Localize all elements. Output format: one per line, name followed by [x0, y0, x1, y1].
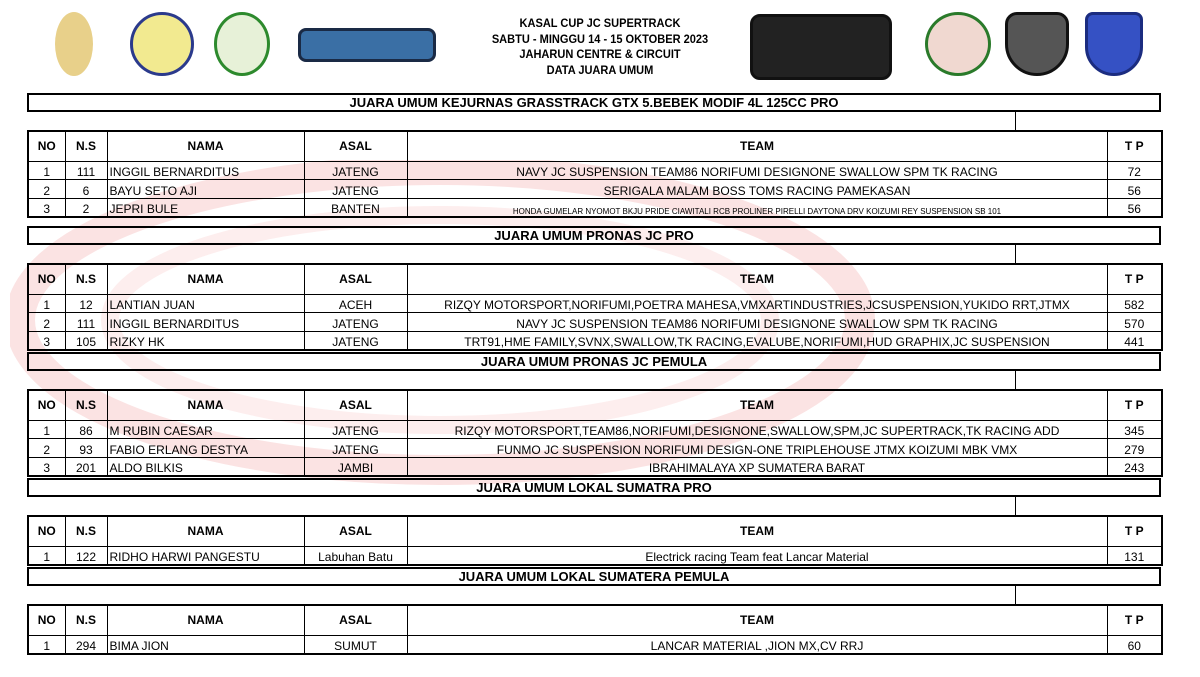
divider [1015, 371, 1016, 390]
cell-no: 3 [28, 198, 65, 217]
cell-nama: FABIO ERLANG DESTYA [107, 439, 304, 458]
column-header-no: NO [28, 264, 65, 294]
table-header [28, 390, 1162, 420]
cell-no: 3 [28, 331, 65, 350]
column-header-tp: T P [1107, 516, 1162, 546]
column-header-ns: N.S [65, 390, 107, 420]
cell-nama: JEPRI BULE [107, 198, 304, 217]
divider [1015, 586, 1016, 605]
cell-nama: LANTIAN JUAN [107, 294, 304, 313]
cell-tp: 56 [1107, 180, 1162, 199]
results-table [27, 604, 1163, 655]
column-header-tp: T P [1107, 605, 1162, 635]
cell-team: IBRAHIMALAYA XP SUMATERA BARAT [407, 457, 1107, 476]
column-header-nama: NAMA [107, 605, 304, 635]
cell-asal: BANTEN [304, 198, 407, 217]
column-header-team: TEAM [407, 390, 1107, 420]
table-row [28, 313, 1162, 332]
column-header-nama: NAMA [107, 516, 304, 546]
section-title: JUARA UMUM LOKAL SUMATERA PEMULA [27, 567, 1161, 586]
table-row [28, 161, 1162, 180]
column-header-asal: ASAL [304, 131, 407, 161]
column-header-ns: N.S [65, 264, 107, 294]
cell-asal: ACEH [304, 294, 407, 313]
regional-emblem-logo [214, 12, 270, 76]
imi-logo [1005, 12, 1069, 76]
table-row [28, 546, 1162, 565]
cell-nama: INGGIL BERNARDITUS [107, 313, 304, 332]
column-header-ns: N.S [65, 516, 107, 546]
section-title: JUARA UMUM PRONAS JC PRO [27, 226, 1161, 245]
cell-no: 1 [28, 546, 65, 565]
column-header-no: NO [28, 390, 65, 420]
cell-asal: JATENG [304, 161, 407, 180]
column-header-tp: T P [1107, 264, 1162, 294]
section-title: JUARA UMUM KEJURNAS GRASSTRACK GTX 5.BEBEK MODIF 4L 125CC PRO [27, 93, 1161, 112]
cell-team: TRT91,HME FAMILY,SVNX,SWALLOW,TK RACING,EVALUBE,NORIFUMI,HUD GRAPHIX,JC SUSPENSION [407, 331, 1107, 350]
cell-ns: 2 [65, 198, 107, 217]
cell-team: FUNMO JC SUSPENSION NORIFUMI DESIGN-ONE TRIPLEHOUSE JTMX KOIZUMI MBK VMX [407, 439, 1107, 458]
cell-no: 1 [28, 635, 65, 654]
cell-tp: 131 [1107, 546, 1162, 565]
cell-ns: 6 [65, 180, 107, 199]
column-header-asal: ASAL [304, 390, 407, 420]
cell-tp: 56 [1107, 198, 1162, 217]
cell-tp: 243 [1107, 457, 1162, 476]
header [0, 0, 1200, 90]
results-table [27, 515, 1163, 566]
cell-no: 2 [28, 439, 65, 458]
cell-nama: INGGIL BERNARDITUS [107, 161, 304, 180]
cell-asal: JATENG [304, 313, 407, 332]
cell-tp: 570 [1107, 313, 1162, 332]
cell-asal: JATENG [304, 180, 407, 199]
cell-team: HONDA GUMELAR NYOMOT BKJU PRIDE CIAWITALI RCB PROLINER PIRELLI DAYTONA DRV KOIZUMI REY SUSPENSION SB 101 [407, 198, 1107, 217]
cell-ns: 122 [65, 546, 107, 565]
table-header [28, 264, 1162, 294]
column-header-no: NO [28, 516, 65, 546]
cell-nama: RIZKY HK [107, 331, 304, 350]
cell-ns: 201 [65, 457, 107, 476]
cell-tp: 345 [1107, 420, 1162, 439]
cell-team: RIZQY MOTORSPORT,TEAM86,NORIFUMI,DESIGNONE,SWALLOW,SPM,JC SUPERTRACK,TK RACING ADD [407, 420, 1107, 439]
cell-no: 2 [28, 180, 65, 199]
cell-team: RIZQY MOTORSPORT,NORIFUMI,POETRA MAHESA,VMXARTINDUSTRIES,JCSUSPENSION,YUKIDO RRT,JTMX [407, 294, 1107, 313]
event-title: KASAL CUP JC SUPERTRACK [519, 16, 681, 30]
cell-asal: JATENG [304, 331, 407, 350]
imi-sumut-logo [1085, 12, 1143, 76]
cell-no: 2 [28, 313, 65, 332]
event-title-block [453, 16, 747, 78]
column-header-ns: N.S [65, 605, 107, 635]
cell-no: 1 [28, 294, 65, 313]
cell-nama: RIDHO HARWI PANGESTU [107, 546, 304, 565]
cell-no: 1 [28, 420, 65, 439]
supertrack-championship-logo [750, 14, 892, 80]
results-table [27, 263, 1163, 351]
column-header-asal: ASAL [304, 605, 407, 635]
navy-emblem-logo [55, 12, 93, 76]
table-row [28, 180, 1162, 199]
municipal-emblem-logo [925, 12, 991, 76]
cell-tp: 582 [1107, 294, 1162, 313]
cell-ns: 294 [65, 635, 107, 654]
cell-tp: 60 [1107, 635, 1162, 654]
column-header-asal: ASAL [304, 516, 407, 546]
cell-asal: JATENG [304, 420, 407, 439]
results-table [27, 389, 1163, 477]
cell-asal: Labuhan Batu [304, 546, 407, 565]
divider [1015, 497, 1016, 516]
table-header [28, 131, 1162, 161]
event-venue: JAHARUN CENTRE & CIRCUIT [519, 47, 681, 61]
table-header [28, 516, 1162, 546]
cell-ns: 86 [65, 420, 107, 439]
cell-ns: 111 [65, 161, 107, 180]
cell-team: Electrick racing Team feat Lancar Material [407, 546, 1107, 565]
table-row [28, 198, 1162, 217]
cell-asal: JATENG [304, 439, 407, 458]
column-header-nama: NAMA [107, 390, 304, 420]
cell-nama: BAYU SETO AJI [107, 180, 304, 199]
column-header-ns: N.S [65, 131, 107, 161]
table-row [28, 439, 1162, 458]
cell-team: NAVY JC SUSPENSION TEAM86 NORIFUMI DESIGNONE SWALLOW SPM TK RACING [407, 161, 1107, 180]
column-header-tp: T P [1107, 131, 1162, 161]
column-header-team: TEAM [407, 264, 1107, 294]
cell-ns: 111 [65, 313, 107, 332]
cell-nama: ALDO BILKIS [107, 457, 304, 476]
column-header-no: NO [28, 605, 65, 635]
cell-nama: BIMA JION [107, 635, 304, 654]
column-header-no: NO [28, 131, 65, 161]
cell-team: NAVY JC SUSPENSION TEAM86 NORIFUMI DESIGNONE SWALLOW SPM TK RACING [407, 313, 1107, 332]
cell-no: 3 [28, 457, 65, 476]
divider [1015, 112, 1016, 131]
cell-asal: JAMBI [304, 457, 407, 476]
cell-tp: 441 [1107, 331, 1162, 350]
event-date: SABTU - MINGGU 14 - 15 OKTOBER 2023 [491, 31, 709, 46]
divider [1015, 245, 1016, 264]
column-header-nama: NAMA [107, 131, 304, 161]
cell-tp: 279 [1107, 439, 1162, 458]
table-header [28, 605, 1162, 635]
table-row [28, 331, 1162, 350]
table-row [28, 420, 1162, 439]
cell-no: 1 [28, 161, 65, 180]
cell-team: LANCAR MATERIAL ,JION MX,CV RRJ [407, 635, 1107, 654]
section-title: JUARA UMUM PRONAS JC PEMULA [27, 352, 1161, 371]
section-title: JUARA UMUM LOKAL SUMATRA PRO [27, 478, 1161, 497]
column-header-asal: ASAL [304, 264, 407, 294]
event-subtitle: DATA JUARA UMUM [546, 62, 654, 77]
cell-ns: 12 [65, 294, 107, 313]
column-header-team: TEAM [407, 605, 1107, 635]
cell-nama: M RUBIN CAESAR [107, 420, 304, 439]
cell-ns: 93 [65, 439, 107, 458]
lantamal-logo [130, 12, 194, 76]
cell-team: SERIGALA MALAM BOSS TOMS RACING PAMEKASAN [407, 180, 1107, 199]
cell-asal: SUMUT [304, 635, 407, 654]
cell-ns: 105 [65, 331, 107, 350]
results-table [27, 130, 1163, 218]
kasal-cup-logo [298, 28, 436, 62]
table-row [28, 457, 1162, 476]
column-header-team: TEAM [407, 131, 1107, 161]
column-header-tp: T P [1107, 390, 1162, 420]
table-row [28, 635, 1162, 654]
column-header-nama: NAMA [107, 264, 304, 294]
column-header-team: TEAM [407, 516, 1107, 546]
table-row [28, 294, 1162, 313]
cell-tp: 72 [1107, 161, 1162, 180]
